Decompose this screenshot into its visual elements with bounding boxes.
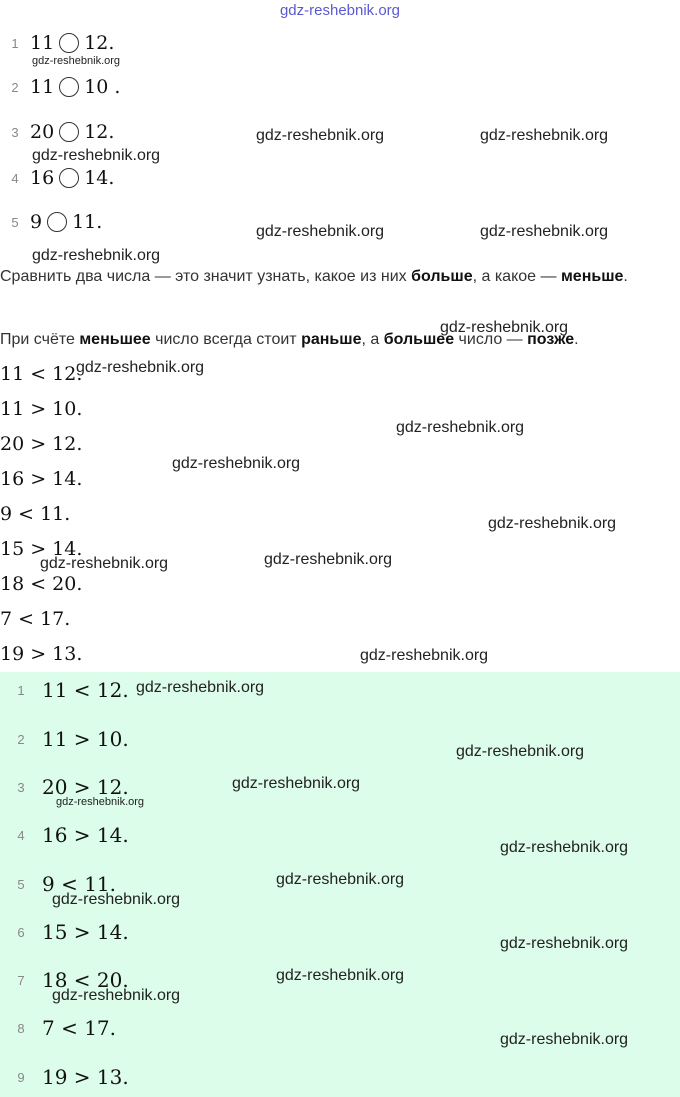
answer-row xyxy=(0,1013,116,1043)
row-number: 1 xyxy=(11,35,19,51)
answer-text: 15 > 14. xyxy=(42,920,129,944)
watermark: gdz-reshebnik.org xyxy=(76,359,205,376)
row-number: 5 xyxy=(17,876,25,892)
rule-bold: меньше xyxy=(560,268,624,285)
row-number: 8 xyxy=(17,1020,25,1036)
watermark: gdz-reshebnik.org xyxy=(56,796,145,808)
task-row xyxy=(0,118,114,146)
answer-row xyxy=(0,917,129,947)
answer-text: 16 > 14. xyxy=(42,823,129,847)
task-row xyxy=(0,73,120,101)
rule-text: число — xyxy=(454,331,528,348)
watermark: gdz-reshebnik.org xyxy=(276,967,405,984)
watermark: gdz-reshebnik.org xyxy=(500,935,629,952)
row-number: 7 xyxy=(17,972,25,988)
rule-bold: большее xyxy=(383,331,455,348)
rule-text: Сравнить два числа — это значит узнать, какое из них xyxy=(0,268,412,285)
answer-row xyxy=(0,820,129,850)
watermark: gdz-reshebnik.org xyxy=(32,247,161,264)
rule-bold: меньшее xyxy=(79,331,151,348)
answer-row xyxy=(0,1062,129,1092)
watermark: gdz-reshebnik.org xyxy=(32,147,161,164)
watermark: gdz-reshebnik.org xyxy=(256,127,385,144)
row-number: 4 xyxy=(11,170,19,186)
comparison-line: 16 > 14. xyxy=(0,468,83,490)
right-number: 14. xyxy=(84,167,115,189)
answer-row xyxy=(0,675,129,705)
watermark: gdz-reshebnik.org xyxy=(256,223,385,240)
rule-text: При счёте xyxy=(0,331,80,348)
row-number: 3 xyxy=(11,124,19,140)
comparison-line: 20 > 12. xyxy=(0,433,83,455)
rule-paragraph-1 xyxy=(0,260,678,294)
rule-text: , а xyxy=(361,331,384,348)
rule-bold: больше xyxy=(411,268,473,285)
watermark: gdz-reshebnik.org xyxy=(396,419,525,436)
comparison-line: 19 > 13. xyxy=(0,643,83,665)
row-number: 3 xyxy=(17,779,25,795)
row-number: 2 xyxy=(17,731,25,747)
answer-circle[interactable] xyxy=(59,168,79,188)
task-row xyxy=(0,164,114,192)
right-number: 12. xyxy=(84,32,115,54)
watermark: gdz-reshebnik.org xyxy=(500,1031,629,1048)
answer-row xyxy=(0,724,129,754)
right-number: 11. xyxy=(72,211,103,233)
watermark: gdz-reshebnik.org xyxy=(480,127,609,144)
comparison-line: 18 < 20. xyxy=(0,573,83,595)
watermark: gdz-reshebnik.org xyxy=(360,647,489,664)
watermark: gdz-reshebnik.org xyxy=(232,775,361,792)
answer-text: 9 < 11. xyxy=(42,872,117,896)
comparison-line: 9 < 11. xyxy=(0,503,71,525)
watermark: gdz-reshebnik.org xyxy=(440,319,569,336)
watermark: gdz-reshebnik.org xyxy=(264,551,393,568)
task-row xyxy=(0,29,114,57)
comparison-line: 11 > 10. xyxy=(0,398,83,420)
left-number: 11 xyxy=(30,76,55,98)
answer-text: 11 > 10. xyxy=(42,727,129,751)
row-number: 5 xyxy=(11,214,19,230)
right-number: 12. xyxy=(84,121,115,143)
answer-circle[interactable] xyxy=(59,122,79,142)
watermark: gdz-reshebnik.org xyxy=(52,891,181,908)
answer-text: 18 < 20. xyxy=(42,968,129,992)
answer-text: 20 > 12. xyxy=(42,775,129,799)
comparison-line: 7 < 17. xyxy=(0,608,71,630)
row-number: 1 xyxy=(17,682,25,698)
site-header: gdz-reshebnik.org xyxy=(279,2,401,19)
rule-text: . xyxy=(623,268,628,285)
watermark: gdz-reshebnik.org xyxy=(480,223,609,240)
watermark: gdz-reshebnik.org xyxy=(136,679,265,696)
row-number: 2 xyxy=(11,79,19,95)
watermark: gdz-reshebnik.org xyxy=(40,555,169,572)
watermark: gdz-reshebnik.org xyxy=(32,55,121,67)
watermark: gdz-reshebnik.org xyxy=(52,987,181,1004)
answer-text: 19 > 13. xyxy=(42,1065,129,1089)
watermark: gdz-reshebnik.org xyxy=(172,455,301,472)
rule-bold: позже xyxy=(527,331,575,348)
watermark: gdz-reshebnik.org xyxy=(500,839,629,856)
answer-circle[interactable] xyxy=(59,77,79,97)
row-number: 9 xyxy=(17,1069,25,1085)
left-number: 9 xyxy=(30,211,43,233)
answer-text: 7 < 17. xyxy=(42,1016,117,1040)
comparison-line: 11 < 12. xyxy=(0,363,83,385)
answer-text: 11 < 12. xyxy=(42,678,129,702)
rule-bold: раньше xyxy=(301,331,362,348)
rule-text: , а какое — xyxy=(472,268,561,285)
left-number: 20 xyxy=(30,121,55,143)
right-number: 10 . xyxy=(84,76,121,98)
watermark: gdz-reshebnik.org xyxy=(456,743,585,760)
answer-circle[interactable] xyxy=(59,33,79,53)
left-number: 11 xyxy=(30,32,55,54)
watermark: gdz-reshebnik.org xyxy=(276,871,405,888)
rule-text: . xyxy=(574,331,579,348)
comparison-line: 15 > 14. xyxy=(0,538,83,560)
task-row xyxy=(0,208,102,236)
left-number: 16 xyxy=(30,167,55,189)
row-number: 4 xyxy=(17,827,25,843)
rule-text: число всегда стоит xyxy=(150,331,302,348)
answer-circle[interactable] xyxy=(47,212,67,232)
watermark: gdz-reshebnik.org xyxy=(488,515,617,532)
rule-paragraph-2 xyxy=(0,330,678,350)
row-number: 6 xyxy=(17,924,25,940)
